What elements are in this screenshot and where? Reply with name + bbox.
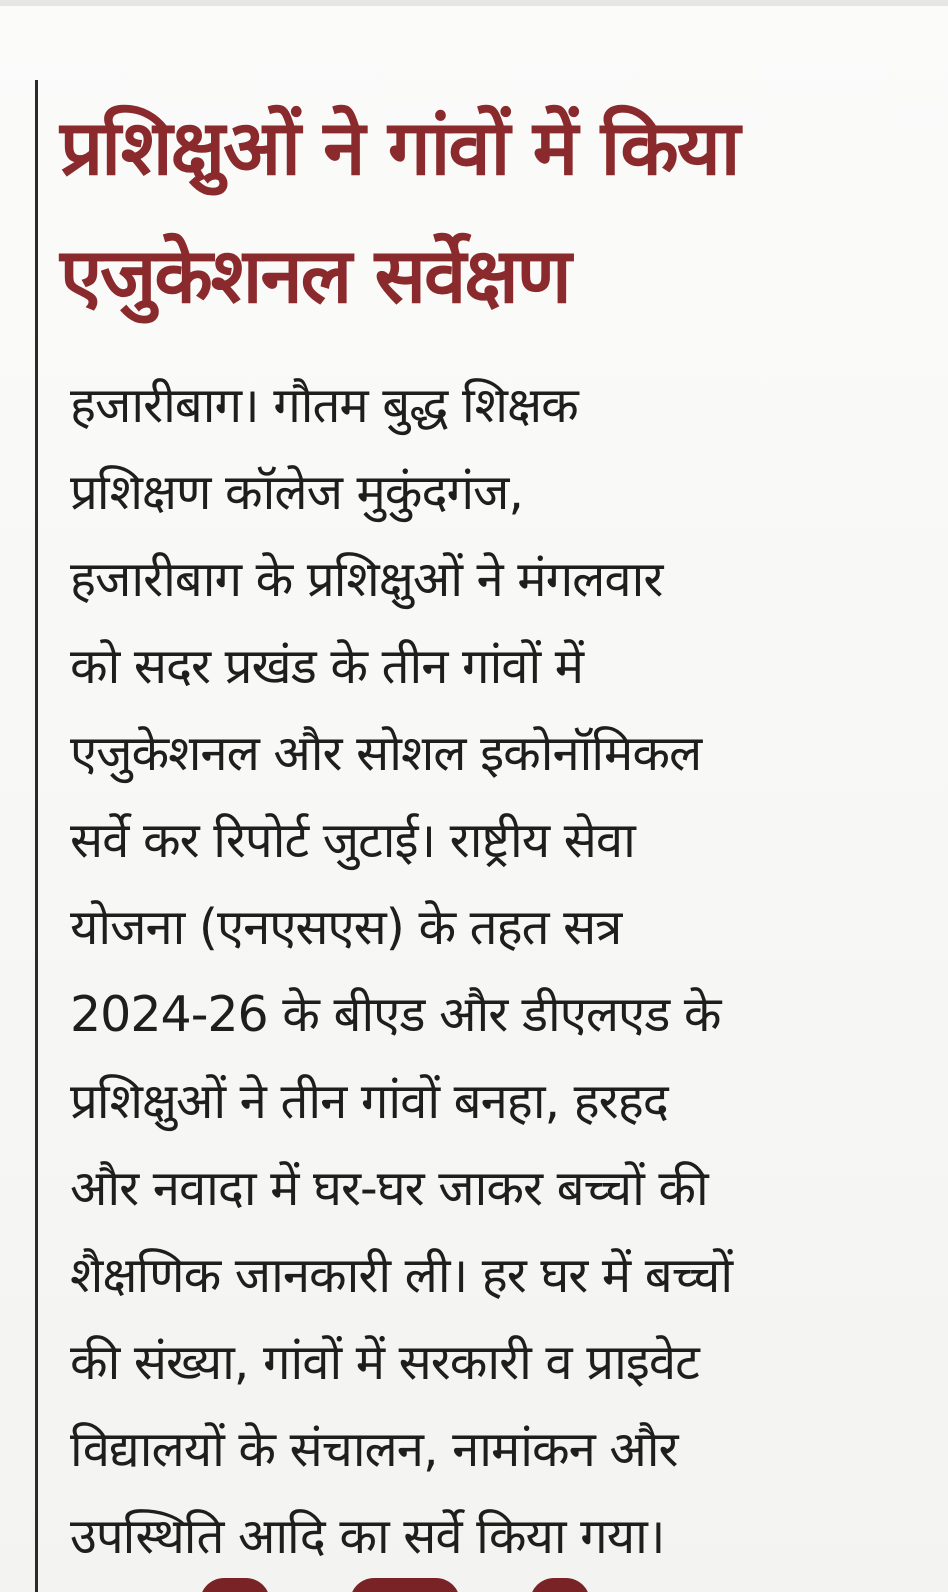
body-line-2: प्रशिक्षण कॉलेज मुकुंदगंज,	[70, 464, 523, 521]
article-headline	[60, 84, 930, 340]
body-line-5: एजुकेशनल और सोशल इकोनॉमिकल	[70, 725, 702, 782]
body-line-3: हजारीबाग के प्रशिक्षुओं ने मंगलवार	[70, 551, 663, 608]
body-line-11: शैक्षणिक जानकारी ली। हर घर में बच्चों	[70, 1247, 733, 1304]
body-line-8: 2024-26 के बीएड और डीएलएड के	[70, 986, 721, 1043]
body-line-7: योजना (एनएसएस) के तहत सत्र	[70, 899, 622, 956]
column-rule	[35, 80, 38, 1592]
top-edge	[0, 0, 948, 6]
fragment-stroke	[200, 1578, 270, 1592]
article-body	[70, 362, 930, 1580]
body-line-1: हजारीबाग। गौतम बुद्ध शिक्षक	[70, 377, 578, 434]
fragment-stroke	[530, 1578, 590, 1592]
headline-line-1: प्रशिक्षुओं ने गांवों में किया	[60, 103, 739, 192]
body-line-6: सर्वे कर रिपोर्ट जुटाई। राष्ट्रीय सेवा	[70, 812, 635, 869]
headline-line-2: एजुकेशनल सर्वेक्षण	[60, 231, 570, 320]
body-line-12: की संख्या, गांवों में सरकारी व प्राइवेट	[70, 1334, 699, 1391]
fragment-stroke	[350, 1578, 460, 1592]
body-line-10: और नवादा में घर-घर जाकर बच्चों की	[70, 1160, 708, 1217]
body-line-14: उपस्थिति आदि का सर्वे किया गया।	[70, 1508, 665, 1565]
next-headline-fragment	[200, 1574, 620, 1592]
body-line-9: प्रशिक्षुओं ने तीन गांवों बनहा, हरहद	[70, 1073, 668, 1130]
body-line-13: विद्यालयों के संचालन, नामांकन और	[70, 1421, 678, 1478]
body-line-4: को सदर प्रखंड के तीन गांवों में	[70, 638, 584, 695]
